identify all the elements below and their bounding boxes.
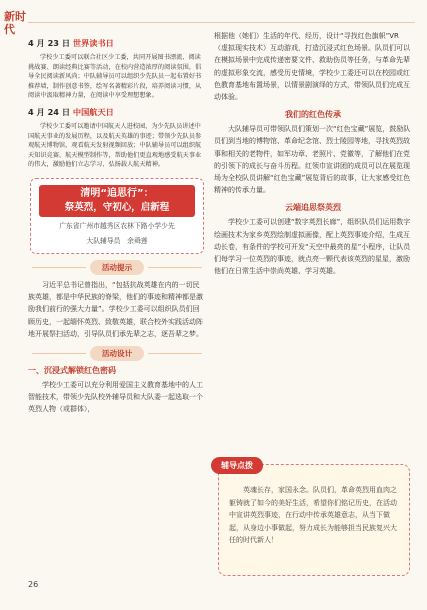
right-para3: 学校少工委可以创建“数字英烈长廊”，组织队员们运用数字绘画技术为家乡英烈绘制虚拟画像，配上英烈事迹介绍，生成互动长卷，有条件的学校可开发“天空中最亮的星”小程序，让队员们每学习一位英烈的事迹，就点亮一颗代表该英烈的星星，激励他们在日常生活中崇尚英雄、学习英雄。 [214, 218, 411, 276]
slogan-author-1: 广东省广州市越秀区农林下路小学少先 [59, 221, 175, 230]
slogan-box [30, 178, 204, 254]
entry1-event: 世界读书日 [72, 38, 114, 48]
activity-design-pill: 活动设计 [90, 346, 144, 361]
entry2-text: 学校少工委可以邀请中国航天人进校园，为少先队员讲述中国航天事业的发展历程，以及航天英雄的事迹；带领少先队员参观航天博物馆，观看航天发射视频回放；中队辅导员可以组织航天知识竞赛、航天模型制作等，帮助他们更直观地感受航天事业的伟大，激励他们立志学习、弘扬载人航天精神。 [28, 122, 202, 169]
right-para1: 根据他（她们）生活的年代、经历，设计“寻找红色旗帜”VR（虚拟现实技术）互动游戏，打造沉浸式红色场景。队员们可以在模拟场景中完成传递密要文件、救助伤员等任务，与革命先辈的虚拟形象交流，感受历史情境，学校少工委还可以在校园或红色教育基地布置场景，以情景剧演绎的方式，带领队员们完成互动体验。 [214, 32, 410, 102]
activity-tip-heading [28, 260, 206, 275]
activity-design-subtitle: 一、沉浸式解锁红色密码 [28, 365, 116, 375]
guidance-tag: 辅导点拨 [211, 457, 263, 474]
activity-design-heading [28, 346, 206, 361]
slogan-title [39, 185, 195, 217]
page-number: 26 [28, 580, 39, 589]
right-title-3: 云端追思祭英烈 [285, 203, 341, 213]
right-title-2: 我们的红色传承 [285, 110, 341, 120]
left-column [28, 32, 206, 416]
entry2-date [28, 107, 206, 118]
entry2-event: 中国航天日 [72, 106, 114, 117]
right-column [214, 30, 412, 277]
slogan-author-2: 大队辅导员 余舜莲 [86, 236, 148, 245]
activity-design-text: 学校少工委可以充分利用爱国主义教育基地中的人工智能技术，带领少先队校外辅导员和大队委一起选取一个英烈人物（或群体）， [28, 380, 203, 414]
corner-mark: 新时代 [4, 10, 26, 36]
guidance-text: 英魂长存，家国永念。队员们，革命英烈用血肉之躯铸就了如今的美好生活，希望你们铭记历史，在活动中宣讲英烈事迹，在行动中传承英雄意志，从当下做起，从身边小事做起，努力成长为能够担当民族复兴大任的时代新人！ [229, 486, 397, 545]
right-para2: 大队辅导员可带领队员们策划一次“红色宝藏”展览，鼓励队员们到当地的博物馆、革命纪念馆、烈士陵园等地，寻找英烈故事和相关的老物件，如军功章、老照片、党徽等，了解他们在党的引领下的成长与奋斗历程。红领巾宣讲团的成员可以在展览现场为全校队员讲解“红色宝藏”展览背后的故事，让大家感受红色精神的传承力量。 [214, 125, 411, 195]
entry2-date-text: 4 月 24 日 [28, 106, 71, 117]
entry1-text: 学校少工委可以联合社区少工委，共同开展图书漂流、阅读挑战赛、朗读经典比赛等活动，在校内营造浓厚的阅读氛围，倡导全民阅读新风尚；中队辅导员可以组织少先队员一起布置好书推荐墙，制作创意书签，绘写名著精彩片段，培养阅读习惯，从阅读中汲取精神力量，在阅读中享受理想想象。 [28, 54, 202, 100]
activity-tip-pill: 活动提示 [90, 260, 144, 275]
slogan-title-text: 清明“追思行”： [80, 187, 154, 199]
entry1-date [28, 38, 206, 49]
guidance-box [218, 461, 410, 576]
slogan-line: 祭英烈，守初心，启新程 [64, 201, 170, 213]
top-rule [28, 22, 415, 23]
entry1-date-text: 4 月 23 日 [28, 38, 71, 48]
activity-tip-text: 习近平总书记曾指出，“包括抗战英雄在内的一切民族英雄，都是中华民族的脊梁，他们的事迹和精神都是激励我们前行的强大力量”。学校少工委可以组织队员们回顾历史，一起缅怀英烈、致敬英雄，联合校外实践活动阵地开展祭扫活动，引导队员们承先辈之志，逐吾辈之梦。 [28, 280, 203, 338]
